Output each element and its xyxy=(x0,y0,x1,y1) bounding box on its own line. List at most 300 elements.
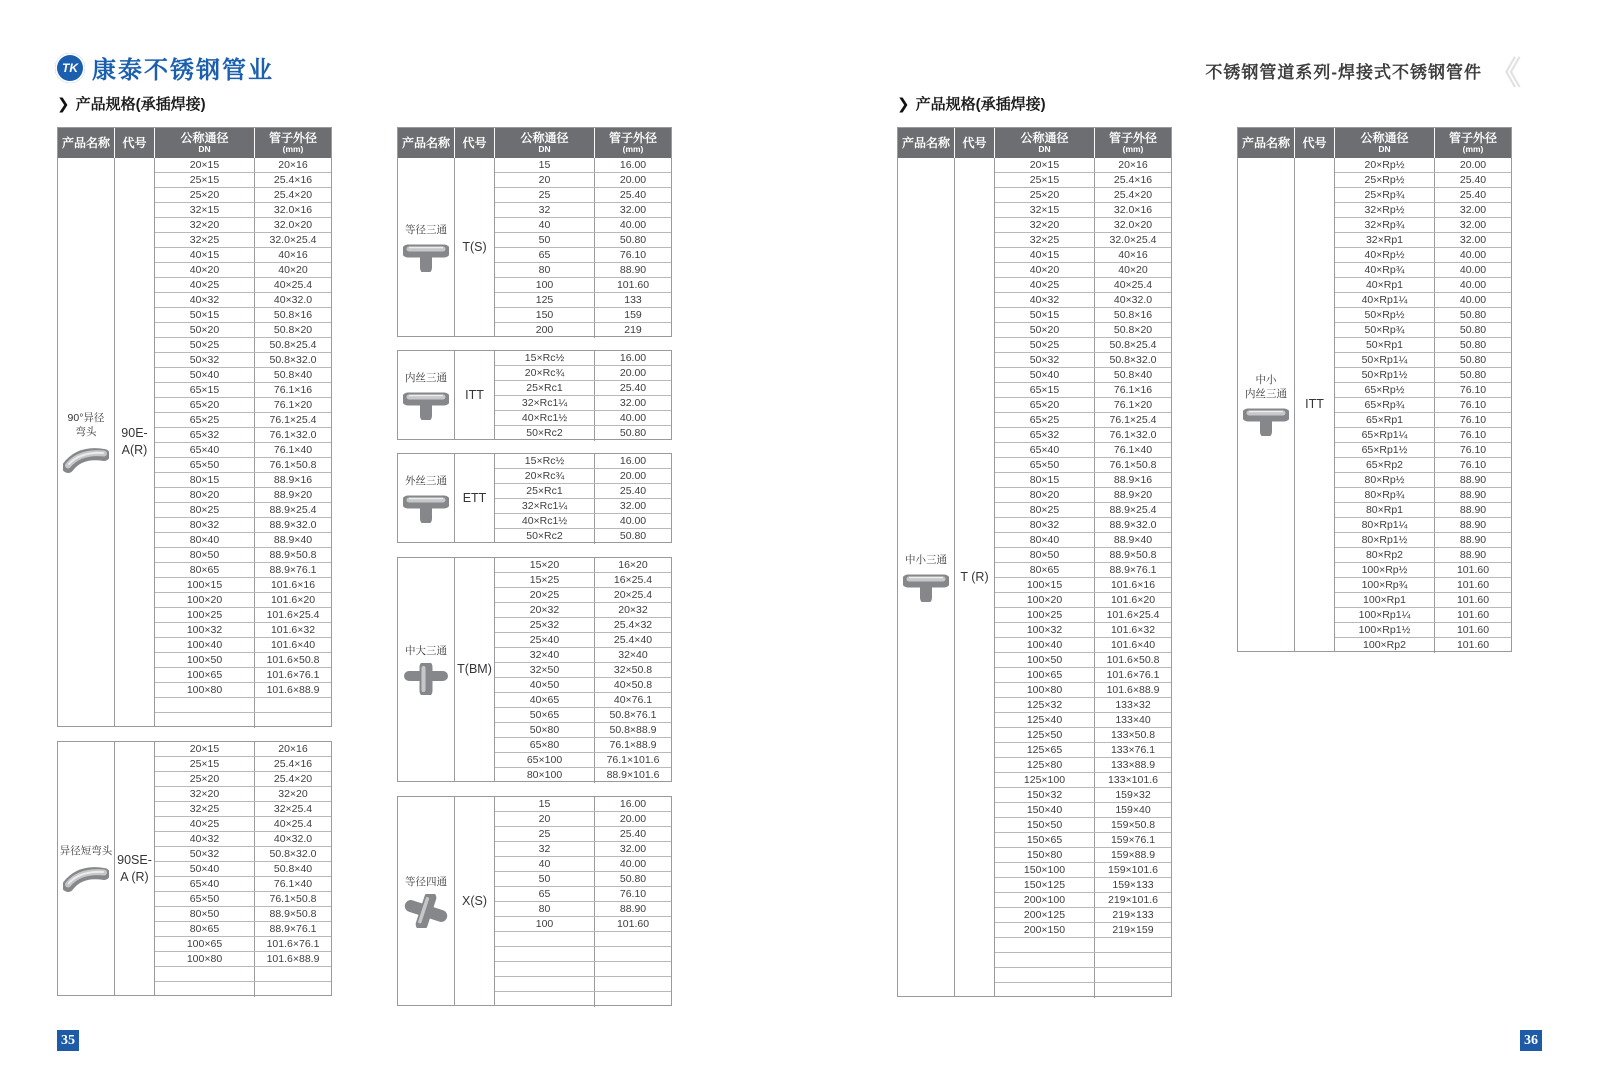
spec-row xyxy=(495,842,671,857)
dn-cell: 40×25 xyxy=(995,278,1095,292)
od-cell: 32.0×20 xyxy=(1113,219,1153,231)
spec-row xyxy=(1335,548,1511,563)
od-cell: 219×159 xyxy=(1112,924,1154,936)
spec-row xyxy=(995,413,1171,428)
spec-table-external-thread-tee xyxy=(397,453,672,543)
spec-row xyxy=(995,518,1171,533)
dn-cell: 32×25 xyxy=(155,233,255,247)
spec-row xyxy=(495,323,671,338)
spec-row xyxy=(995,698,1171,713)
spec-row xyxy=(495,426,671,441)
spec-row xyxy=(495,797,671,812)
spec-rows xyxy=(495,158,671,336)
dn-cell: 32×40 xyxy=(495,648,595,662)
spec-row xyxy=(995,248,1171,263)
dn-cell: 100×40 xyxy=(995,638,1095,652)
od-cell: 76.1×16 xyxy=(1113,384,1153,396)
dn-cell: 150×50 xyxy=(995,818,1095,832)
section-title-text: 产品规格(承插焊接) xyxy=(75,96,206,113)
dn-cell: 50×Rc2 xyxy=(495,426,595,441)
page-corner-chevron-icon: 《 xyxy=(1489,55,1522,91)
od-cell: 101.6×16 xyxy=(1110,579,1156,591)
od-cell: 76.1×50.8 xyxy=(1109,459,1157,471)
dn-cell xyxy=(495,977,595,991)
spec-row xyxy=(995,668,1171,683)
spec-row xyxy=(1335,503,1511,518)
dn-cell: 32×15 xyxy=(995,203,1095,217)
page-number-left: 35 xyxy=(57,1030,79,1051)
spec-row xyxy=(1335,158,1511,173)
spec-row xyxy=(155,488,331,503)
column-header-od: 管子外径 (mm) xyxy=(1448,131,1497,154)
spec-row xyxy=(155,203,331,218)
od-cell: 40×20 xyxy=(1118,264,1148,276)
od-cell: 76.10 xyxy=(619,249,647,261)
od-cell: 32.0×16 xyxy=(273,204,313,216)
product-cell xyxy=(398,351,455,439)
spec-row xyxy=(1335,383,1511,398)
dn-cell: 150×65 xyxy=(995,833,1095,847)
spec-row xyxy=(155,638,331,653)
dn-cell: 80×65 xyxy=(155,563,255,577)
dn-cell: 50×40 xyxy=(155,862,255,876)
spec-row xyxy=(1335,308,1511,323)
dn-cell: 20×Rp½ xyxy=(1335,158,1435,172)
od-cell: 101.6×88.9 xyxy=(1106,684,1160,696)
spec-row xyxy=(495,588,671,603)
spec-row xyxy=(155,458,331,473)
spec-row xyxy=(495,872,671,887)
spec-row xyxy=(495,932,671,947)
spec-row xyxy=(995,863,1171,878)
dn-cell: 65×32 xyxy=(995,428,1095,442)
spec-rows xyxy=(995,158,1171,996)
dn-cell: 65×20 xyxy=(995,398,1095,412)
dn-cell: 25×Rc1 xyxy=(495,484,595,498)
od-cell: 25.40 xyxy=(619,828,647,840)
spec-row xyxy=(495,648,671,663)
spec-table-equal-cross xyxy=(397,796,672,1006)
spec-row xyxy=(495,499,671,514)
section-arrow-icon: ❯ xyxy=(897,95,910,113)
od-cell xyxy=(255,713,331,728)
dn-cell: 65×Rp1¼ xyxy=(1335,428,1435,442)
spec-row xyxy=(495,812,671,827)
od-cell: 88.9×16 xyxy=(273,474,313,486)
dn-cell: 150×100 xyxy=(995,863,1095,877)
spec-row xyxy=(155,623,331,638)
dn-cell: 25×Rp¾ xyxy=(1335,188,1435,202)
od-cell: 76.10 xyxy=(1459,459,1487,471)
od-cell: 101.6×16 xyxy=(270,579,316,591)
spec-row xyxy=(155,158,331,173)
od-cell: 32.0×20 xyxy=(273,219,313,231)
dn-cell: 65×Rp¾ xyxy=(1335,398,1435,412)
spec-row xyxy=(155,428,331,443)
od-cell: 32.0×25.4 xyxy=(1109,234,1157,246)
spec-row xyxy=(995,983,1171,998)
product-name: 异径短弯头 xyxy=(59,845,113,857)
dn-cell: 32×Rc1¼ xyxy=(495,396,595,410)
od-cell: 20.00 xyxy=(619,367,647,379)
product-name: 中小 内丝三通 xyxy=(1245,374,1287,400)
spec-row xyxy=(995,923,1171,938)
spec-row xyxy=(1335,263,1511,278)
od-cell: 88.9×32.0 xyxy=(269,519,317,531)
spec-row xyxy=(495,603,671,618)
spec-row xyxy=(1335,608,1511,623)
od-cell: 219 xyxy=(624,324,642,336)
dn-cell xyxy=(155,982,255,997)
brand-name: 康泰不锈钢管业 xyxy=(92,57,274,84)
od-cell xyxy=(595,977,671,991)
product-name: 中小三通 xyxy=(905,553,947,566)
dn-cell: 32×20 xyxy=(155,787,255,801)
dn-cell: 80×Rp1 xyxy=(1335,503,1435,517)
dn-cell: 20×15 xyxy=(155,158,255,172)
table-header-row xyxy=(1238,128,1511,158)
dn-cell: 32×Rp¾ xyxy=(1335,218,1435,232)
dn-cell xyxy=(995,968,1095,982)
od-cell: 50.8×20 xyxy=(1113,324,1153,336)
od-cell: 25.4×16 xyxy=(273,174,313,186)
spec-table-internal-thread-tee xyxy=(397,350,672,440)
dn-cell: 80×15 xyxy=(995,473,1095,487)
od-cell: 88.9×76.1 xyxy=(269,923,317,935)
dn-cell: 65×15 xyxy=(155,383,255,397)
dn-cell: 80×20 xyxy=(995,488,1095,502)
spec-row xyxy=(495,233,671,248)
od-cell: 76.1×40 xyxy=(273,878,313,890)
dn-cell xyxy=(495,932,595,946)
od-cell: 133×88.9 xyxy=(1110,759,1156,771)
od-cell: 76.1×88.9 xyxy=(609,739,657,751)
spec-row xyxy=(1335,293,1511,308)
od-cell: 50.80 xyxy=(1459,339,1487,351)
spec-row xyxy=(495,529,671,544)
dn-cell: 50×15 xyxy=(995,308,1095,322)
spec-row xyxy=(995,218,1171,233)
spec-row xyxy=(995,893,1171,908)
od-cell: 50.8×88.9 xyxy=(609,724,657,736)
dn-cell: 80×Rp2 xyxy=(1335,548,1435,562)
spec-row xyxy=(1335,413,1511,428)
product-code: 90E- A(R) xyxy=(121,426,148,457)
dn-cell: 50×20 xyxy=(155,323,255,337)
dn-cell: 200×100 xyxy=(995,893,1095,907)
spec-row xyxy=(995,308,1171,323)
spec-row xyxy=(155,503,331,518)
od-cell: 50.80 xyxy=(1459,354,1487,366)
od-cell: 25.4×16 xyxy=(1113,174,1153,186)
od-cell: 50.80 xyxy=(619,234,647,246)
spec-row xyxy=(495,366,671,381)
internal-thread-tee-photo xyxy=(403,390,449,420)
spec-row xyxy=(155,937,331,952)
dn-cell: 32 xyxy=(495,842,595,856)
od-cell: 88.9×76.1 xyxy=(1109,564,1157,576)
od-cell: 20×32 xyxy=(618,604,648,616)
dn-cell: 50×Rp1½ xyxy=(1335,368,1435,382)
dn-cell: 100×20 xyxy=(155,593,255,607)
product-code: 90SE- A (R) xyxy=(117,852,152,884)
dn-cell: 50×Rp1 xyxy=(1335,338,1435,352)
dn-cell: 65×100 xyxy=(495,753,595,767)
spec-row xyxy=(995,818,1171,833)
dn-cell: 150 xyxy=(495,308,595,322)
spec-row xyxy=(495,218,671,233)
dn-cell: 50×25 xyxy=(155,338,255,352)
spec-row xyxy=(995,263,1171,278)
spec-row xyxy=(995,833,1171,848)
od-cell: 76.10 xyxy=(1459,399,1487,411)
dn-cell: 150×40 xyxy=(995,803,1095,817)
od-cell: 50.8×76.1 xyxy=(609,709,657,721)
spec-row xyxy=(155,563,331,578)
spec-row xyxy=(155,173,331,188)
spec-row xyxy=(995,878,1171,893)
dn-cell: 65×15 xyxy=(995,383,1095,397)
spec-row xyxy=(1335,338,1511,353)
spec-row xyxy=(995,533,1171,548)
od-cell: 88.9×50.8 xyxy=(1109,549,1157,561)
spec-row xyxy=(1335,563,1511,578)
od-cell xyxy=(595,947,671,961)
column-header-product-name: 产品名称 xyxy=(1238,128,1295,158)
spec-row xyxy=(495,248,671,263)
spec-row xyxy=(495,738,671,753)
spec-row xyxy=(155,323,331,338)
dn-cell: 50×Rp1¼ xyxy=(1335,353,1435,367)
od-cell: 20×25.4 xyxy=(613,589,653,601)
od-cell: 88.90 xyxy=(1459,534,1487,546)
od-cell: 40×16 xyxy=(1118,249,1148,261)
od-cell: 133×76.1 xyxy=(1110,744,1156,756)
dn-cell: 100×80 xyxy=(155,952,255,966)
dn-cell: 50×20 xyxy=(995,323,1095,337)
dn-cell: 80×50 xyxy=(155,548,255,562)
spec-row xyxy=(995,578,1171,593)
table-header-row xyxy=(58,128,331,158)
spec-row xyxy=(495,618,671,633)
od-cell: 32.00 xyxy=(1459,219,1487,231)
dn-cell: 100×Rp¾ xyxy=(1335,578,1435,592)
dn-cell: 80×25 xyxy=(155,503,255,517)
dn-cell: 20 xyxy=(495,173,595,187)
code-cell xyxy=(455,351,495,439)
section-arrow-icon: ❯ xyxy=(57,95,70,113)
code-cell xyxy=(955,158,995,996)
spec-row xyxy=(155,877,331,892)
spec-row xyxy=(995,293,1171,308)
dn-cell: 32×Rp1 xyxy=(1335,233,1435,247)
product-name: 等径三通 xyxy=(405,223,447,236)
spec-row xyxy=(1335,353,1511,368)
od-cell: 32.00 xyxy=(1459,234,1487,246)
od-cell: 88.9×20 xyxy=(1113,489,1153,501)
spec-row xyxy=(155,817,331,832)
od-cell: 32.0×25.4 xyxy=(269,234,317,246)
dn-cell: 80×Rp1½ xyxy=(1335,533,1435,547)
reducing-elbow-photo xyxy=(63,444,109,474)
od-cell: 76.1×20 xyxy=(273,399,313,411)
column-header-code: 代号 xyxy=(115,128,155,158)
spec-row xyxy=(495,708,671,723)
dn-cell: 100×80 xyxy=(155,683,255,697)
spec-row xyxy=(155,907,331,922)
od-cell: 50.80 xyxy=(1459,309,1487,321)
od-cell xyxy=(1095,968,1171,982)
dn-cell: 200×150 xyxy=(995,923,1095,937)
od-cell: 101.60 xyxy=(1456,609,1490,621)
od-cell: 133 xyxy=(624,294,642,306)
spec-row xyxy=(495,396,671,411)
dn-cell: 80×32 xyxy=(995,518,1095,532)
spec-row xyxy=(995,203,1171,218)
od-cell xyxy=(1095,938,1171,952)
dn-cell: 50×25 xyxy=(995,338,1095,352)
od-cell: 101.6×50.8 xyxy=(266,654,320,666)
dn-cell: 20×15 xyxy=(995,158,1095,172)
dn-cell: 100×32 xyxy=(155,623,255,637)
od-cell: 88.9×16 xyxy=(1113,474,1153,486)
spec-row xyxy=(495,173,671,188)
spec-row xyxy=(495,308,671,323)
dn-cell: 80×25 xyxy=(995,503,1095,517)
spec-table-medium-small-internal-thread-tee xyxy=(1237,127,1512,652)
spec-row xyxy=(155,772,331,787)
od-cell: 40.00 xyxy=(1459,249,1487,261)
dn-cell: 32×Rp½ xyxy=(1335,203,1435,217)
od-cell xyxy=(1095,983,1171,998)
spec-row xyxy=(995,953,1171,968)
spec-row xyxy=(995,233,1171,248)
dn-cell: 65×50 xyxy=(995,458,1095,472)
dn-cell: 100×65 xyxy=(995,668,1095,682)
spec-row xyxy=(155,248,331,263)
spec-row xyxy=(495,693,671,708)
spec-row xyxy=(155,683,331,698)
spec-row xyxy=(995,173,1171,188)
spec-row xyxy=(995,713,1171,728)
dn-cell: 100×15 xyxy=(155,578,255,592)
spec-row xyxy=(1335,518,1511,533)
spec-row xyxy=(155,278,331,293)
od-cell: 20×16 xyxy=(278,743,308,755)
od-cell: 219×101.6 xyxy=(1108,894,1158,906)
dn-cell: 50×32 xyxy=(155,847,255,861)
dn-cell: 100×Rp½ xyxy=(1335,563,1435,577)
od-cell: 16.00 xyxy=(619,159,647,171)
spec-row xyxy=(995,773,1171,788)
spec-row xyxy=(155,787,331,802)
spec-row xyxy=(155,668,331,683)
spec-row xyxy=(495,827,671,842)
spec-rows xyxy=(495,454,671,542)
spec-row xyxy=(995,758,1171,773)
od-cell xyxy=(595,992,671,1007)
od-cell: 101.6×76.1 xyxy=(1106,669,1160,681)
spec-row xyxy=(995,188,1171,203)
od-cell: 88.9×40 xyxy=(1113,534,1153,546)
od-cell: 101.60 xyxy=(1456,639,1490,651)
od-cell: 40×25.4 xyxy=(273,279,313,291)
od-cell: 32×20 xyxy=(278,788,308,800)
spec-row xyxy=(155,443,331,458)
dn-cell: 65 xyxy=(495,248,595,262)
dn-cell: 32×20 xyxy=(155,218,255,232)
spec-row xyxy=(155,922,331,937)
od-cell xyxy=(1095,953,1171,967)
spec-row xyxy=(995,368,1171,383)
dn-cell xyxy=(495,992,595,1007)
od-cell: 20.00 xyxy=(619,813,647,825)
dn-cell: 100×40 xyxy=(155,638,255,652)
dn-cell: 80×40 xyxy=(155,533,255,547)
od-cell: 40.00 xyxy=(1459,294,1487,306)
spec-row xyxy=(155,368,331,383)
spec-table-medium-large-tee xyxy=(397,557,672,782)
od-cell: 76.10 xyxy=(1459,414,1487,426)
dn-cell: 20×32 xyxy=(495,603,595,617)
product-cell xyxy=(1238,158,1295,651)
od-cell: 159×133 xyxy=(1112,879,1154,891)
dn-cell: 20 xyxy=(495,812,595,826)
dn-cell: 100×80 xyxy=(995,683,1095,697)
dn-cell: 40×32 xyxy=(155,293,255,307)
dn-cell: 65×80 xyxy=(495,738,595,752)
column-header-od: 管子外径 (mm) xyxy=(608,131,657,154)
dn-cell: 15 xyxy=(495,158,595,172)
dn-cell: 40×65 xyxy=(495,693,595,707)
od-cell: 88.9×20 xyxy=(273,489,313,501)
dn-cell: 40×Rp1¼ xyxy=(1335,293,1435,307)
dn-cell: 80×50 xyxy=(155,907,255,921)
od-cell: 50.80 xyxy=(619,427,647,439)
spec-row xyxy=(155,952,331,967)
dn-cell: 40×Rp½ xyxy=(1335,248,1435,262)
product-code: T (R) xyxy=(960,569,989,584)
dn-cell: 65×40 xyxy=(995,443,1095,457)
spec-row xyxy=(995,728,1171,743)
od-cell: 133×40 xyxy=(1115,714,1151,726)
spec-row xyxy=(155,967,331,982)
od-cell: 50.8×40 xyxy=(273,863,313,875)
spec-row xyxy=(1335,443,1511,458)
od-cell: 40×16 xyxy=(278,249,308,261)
dn-cell: 50×80 xyxy=(495,723,595,737)
dn-cell: 25×20 xyxy=(995,188,1095,202)
spec-row xyxy=(495,977,671,992)
spec-row xyxy=(995,158,1171,173)
dn-cell: 25×Rp½ xyxy=(1335,173,1435,187)
product-cell xyxy=(398,158,455,336)
spec-table-medium-small-tee xyxy=(897,127,1172,997)
reducing-short-elbow-photo xyxy=(63,863,109,893)
dn-cell: 65×25 xyxy=(155,413,255,427)
dn-cell: 40 xyxy=(495,218,595,232)
dn-cell: 50×15 xyxy=(155,308,255,322)
spec-row xyxy=(995,638,1171,653)
spec-row xyxy=(1335,638,1511,653)
product-cell xyxy=(398,454,455,542)
spec-row xyxy=(995,653,1171,668)
od-cell: 76.1×40 xyxy=(273,444,313,456)
od-cell: 32.00 xyxy=(619,843,647,855)
od-cell: 50.8×25.4 xyxy=(1109,339,1157,351)
section-title-right xyxy=(897,93,1046,114)
spec-row xyxy=(995,428,1171,443)
